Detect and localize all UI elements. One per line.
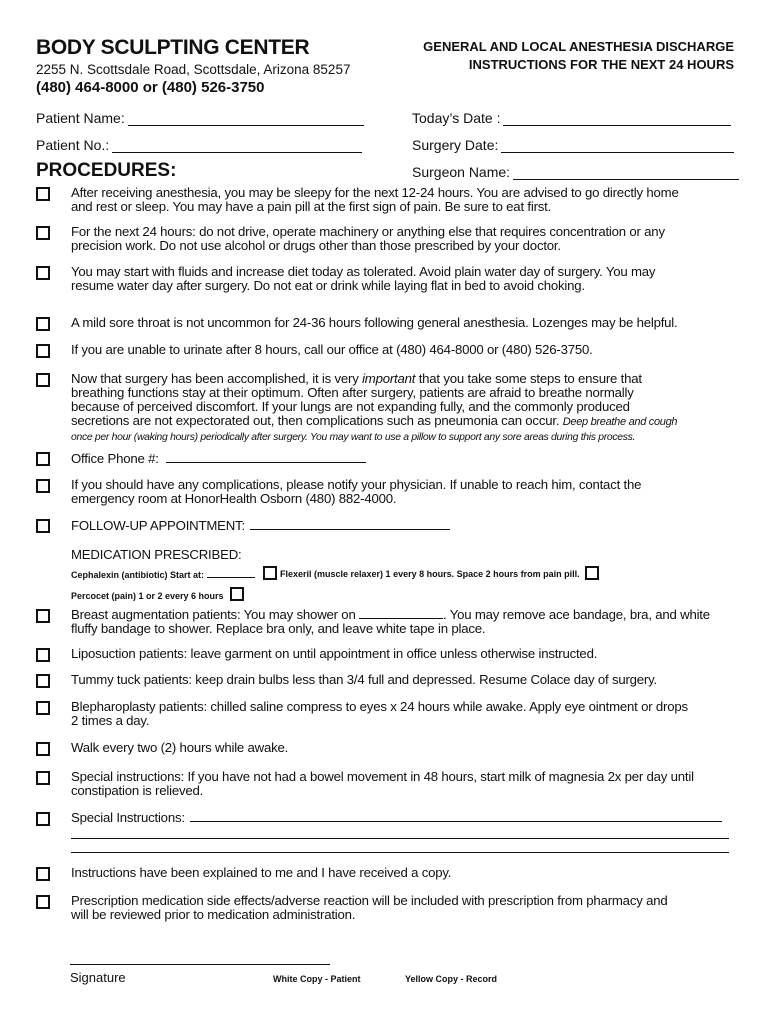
special-instructions-line-2[interactable]: [71, 838, 729, 839]
checkbox-item-14[interactable]: [36, 742, 50, 756]
document-title: [374, 38, 734, 74]
instruction-line: 2 times a day.: [71, 713, 150, 728]
center-address: 2255 N. Scottsdale Road, Scottsdale, Arizona 85257: [36, 62, 351, 77]
instruction-breathing: [71, 372, 736, 445]
instruction-line: Breast augmentation patients: You may shower on . You may remove ace bandage, bra, and white: [71, 607, 710, 622]
checkbox-item-16[interactable]: [36, 812, 50, 826]
white-copy-label: White Copy - Patient: [273, 974, 361, 984]
follow-up-label: FOLLOW-UP APPOINTMENT:: [71, 518, 245, 533]
checkbox-item-15[interactable]: [36, 771, 50, 785]
medication-heading: MEDICATION PRESCRIBED:: [71, 547, 242, 562]
signature-line[interactable]: [70, 964, 330, 965]
instruction-line: constipation is relieved.: [71, 783, 204, 798]
checkbox-item-8[interactable]: [36, 479, 50, 493]
todays-date-label: Today’s Date :: [412, 110, 501, 126]
instruction-line: Now that surgery has been accomplished, it is very important that you take some steps to ensure that: [71, 371, 642, 386]
surgeon-name-field[interactable]: [412, 164, 739, 180]
center-name: BODY SCULPTING CENTER: [36, 36, 310, 59]
checkbox-item-10[interactable]: [36, 609, 50, 623]
checkbox-item-1[interactable]: [36, 187, 50, 201]
instruction-line: If you should have any complications, please notify your physician. If unable to reach him, contact the: [71, 477, 642, 492]
patient-name-line[interactable]: [128, 111, 364, 126]
special-instructions-line-1[interactable]: [190, 811, 722, 822]
patient-name-label: Patient Name:: [36, 110, 125, 126]
special-instructions-field[interactable]: [71, 811, 736, 825]
instruction-line: precision work. Do not use alcohol or drugs other than those prescribed by your doctor.: [71, 238, 561, 253]
surgeon-name-line[interactable]: [513, 165, 739, 180]
instruction-line: Liposuction patients: leave garment on until appointment in office unless otherwise instructed.: [71, 646, 598, 661]
special-instructions-line-3[interactable]: [71, 852, 729, 853]
cephalexin-start-line[interactable]: [207, 569, 255, 578]
checkbox-item-17[interactable]: [36, 867, 50, 881]
flexeril-label: Flexeril (muscle relaxer) 1 every 8 hours. Space 2 hours from pain pill.: [280, 569, 580, 579]
follow-up-field[interactable]: [71, 519, 736, 533]
checkbox-item-12[interactable]: [36, 674, 50, 688]
instruction-line: Special instructions: If you have not had a bowel movement in 48 hours, start milk of magnesia 2x per day until: [71, 769, 694, 784]
instruction-prescription: [71, 894, 736, 922]
patient-name-field[interactable]: [36, 110, 364, 126]
checkbox-item-3[interactable]: [36, 266, 50, 280]
checkbox-item-11[interactable]: [36, 648, 50, 662]
yellow-copy-label: Yellow Copy - Record: [405, 974, 498, 984]
surgery-date-label: Surgery Date:: [412, 137, 499, 153]
instruction-urinate: [71, 343, 736, 357]
checkbox-item-9[interactable]: [36, 519, 50, 533]
instruction-line: After receiving anesthesia, you may be sleepy for the next 12-24 hours. You are advised to go directly home: [71, 185, 679, 200]
follow-up-line[interactable]: [250, 519, 450, 530]
instruction-line: If you are unable to urinate after 8 hours, call our office at (480) 464-8000 or (480) 526-3750.: [71, 342, 593, 357]
document-title-line1: GENERAL AND LOCAL ANESTHESIA DISCHARGE: [423, 39, 734, 54]
checkbox-flexeril[interactable]: [263, 566, 277, 580]
patient-no-field[interactable]: [36, 137, 362, 153]
instruction-received-copy: [71, 866, 736, 880]
checkbox-item-6[interactable]: [36, 373, 50, 387]
instruction-line: resume water day after surgery. Do not eat or drink while laying flat in bed to avoid choking.: [71, 278, 585, 293]
instruction-line: because of perceived discomfort. If your lungs are not expanding fully, and the commonly produced: [71, 399, 630, 414]
special-instructions-label: Special Instructions:: [71, 810, 185, 825]
shower-date-line[interactable]: [359, 608, 443, 619]
instruction-line: secretions are not expectorated out, then complications such as pneumonia can occur. Deep breathe and cough: [71, 413, 678, 428]
checkbox-percocet[interactable]: [230, 587, 244, 601]
instruction-line: Prescription medication side effects/adverse reaction will be included with prescription from pharmacy and: [71, 893, 668, 908]
instruction-line: and rest or sleep. You may have a pain pill at the first sign of pain. Be sure to eat first.: [71, 199, 552, 214]
instruction-walk: [71, 741, 736, 755]
instruction-sleepy: [71, 186, 736, 214]
checkbox-item-4[interactable]: [36, 317, 50, 331]
surgery-date-field[interactable]: [412, 137, 734, 153]
signature-label: Signature: [70, 970, 126, 985]
instruction-bowel: [71, 770, 736, 798]
checkbox-item-2[interactable]: [36, 226, 50, 240]
instruction-line: once per hour (waking hours) periodically after surgery. You may want to use a pillow to support any sore areas during this process.: [71, 432, 636, 443]
instruction-line: You may start with fluids and increase diet today as tolerated. Avoid plain water day of surgery. You may: [71, 264, 656, 279]
checkbox-item-18[interactable]: [36, 895, 50, 909]
todays-date-field[interactable]: [412, 110, 731, 126]
todays-date-line[interactable]: [503, 111, 731, 126]
cephalexin-label: Cephalexin (antibiotic) Start at:: [71, 569, 255, 580]
instruction-line: breathing functions stay at their optimum. Often after surgery, patients are afraid to breathe normally: [71, 385, 634, 400]
percocet-label: Percocet (pain) 1 or 2 every 6 hours: [71, 591, 224, 601]
office-phone-field[interactable]: [71, 452, 736, 466]
instruction-fluids: [71, 265, 736, 293]
center-phones: (480) 464-8000 or (480) 526-3750: [36, 79, 265, 96]
surgery-date-line[interactable]: [501, 138, 734, 153]
checkbox-item-13[interactable]: [36, 701, 50, 715]
instruction-tummy-tuck: [71, 673, 736, 687]
instruction-complications: [71, 478, 736, 506]
checkbox-item-5[interactable]: [36, 344, 50, 358]
instruction-line: emergency room at HonorHealth Osborn (480) 882-4000.: [71, 491, 397, 506]
document-title-line2: INSTRUCTIONS FOR THE NEXT 24 HOURS: [468, 57, 734, 72]
instruction-sore-throat: [71, 316, 736, 330]
instruction-line: fluffy bandage to shower. Replace bra only, and leave white tape in place.: [71, 621, 486, 636]
instruction-line: Tummy tuck patients: keep drain bulbs less than 3/4 full and depressed. Resume Colace day of surgery.: [71, 672, 658, 687]
instruction-line: A mild sore throat is not uncommon for 24-36 hours following general anesthesia. Lozenges may be helpful.: [71, 315, 678, 330]
patient-no-label: Patient No.:: [36, 137, 110, 153]
instruction-line: will be reviewed prior to medication administration.: [71, 907, 356, 922]
procedures-heading: PROCEDURES:: [36, 160, 177, 181]
instruction-line: Walk every two (2) hours while awake.: [71, 740, 289, 755]
instruction-liposuction: [71, 647, 736, 661]
instruction-blepharoplasty: [71, 700, 736, 728]
checkbox-item-7[interactable]: [36, 452, 50, 466]
instruction-no-driving: [71, 225, 736, 253]
office-phone-label: Office Phone #:: [71, 451, 159, 466]
office-phone-line[interactable]: [166, 452, 366, 463]
instruction-breast: [71, 608, 736, 636]
instruction-line: For the next 24 hours: do not drive, operate machinery or anything else that requires concentration or any: [71, 224, 665, 239]
surgeon-name-label: Surgeon Name:: [412, 164, 511, 180]
checkbox-flexeril-right[interactable]: [585, 566, 599, 580]
patient-no-line[interactable]: [112, 138, 362, 153]
instruction-line: Instructions have been explained to me and I have received a copy.: [71, 865, 452, 880]
instruction-line: Blepharoplasty patients: chilled saline compress to eyes x 24 hours while awake. Apply eye ointment or drops: [71, 699, 688, 714]
